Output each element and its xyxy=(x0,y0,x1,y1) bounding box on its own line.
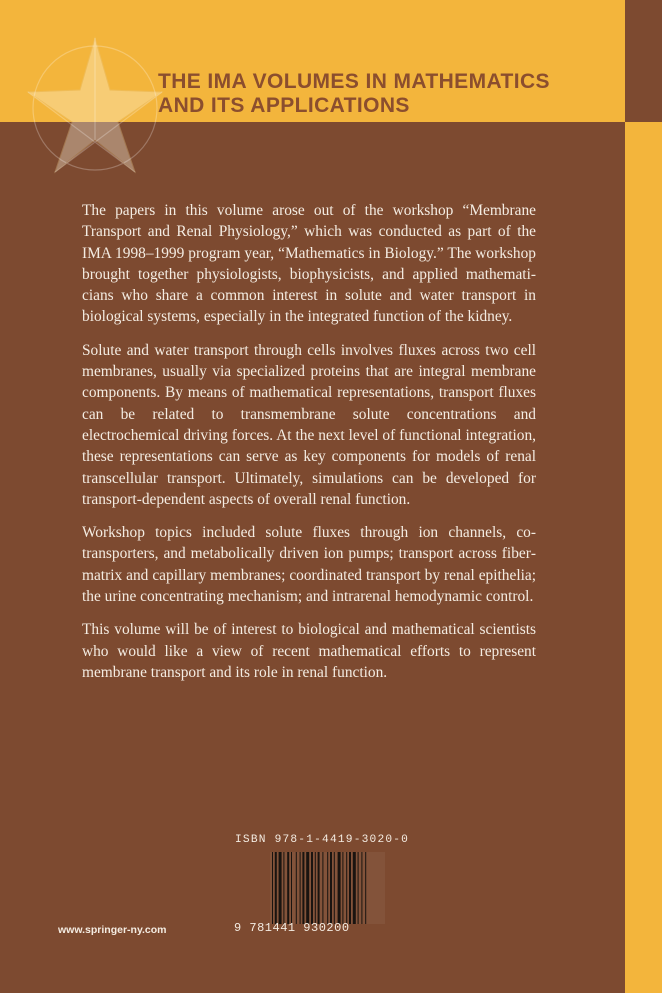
blurb-paragraph: The papers in this volume arose out of the workshop “Membrane Transport and Renal Physiology,” which was conducted as part of the IMA 1998–1999 program year, “Mathematics in Biology.” The workshop brought together physiologists, biophysicists, and applied mathematicians who share a common interest in solute and water transport in biological systems, especially in the integrated function of the kidney. xyxy=(82,202,536,326)
series-title-line-2: AND ITS APPLICATIONS xyxy=(158,94,410,117)
blurb-paragraph: Solute and water transport through cells involves fluxes across two cell membranes, usually via specialized proteins that are integral membrane components. By means of mathematical representations, transport fluxes can be related to transmembrane solute concentrations and electrochemical driving forces. At the next level of functional integration, these representations can serve as key components for models of renal transcellular transport. Ultimately, simulations can be developed for transport-dependent aspects of overall renal function. xyxy=(82,341,536,508)
series-title xyxy=(158,70,618,118)
series-title-line-1: THE IMA VOLUMES IN MATHEMATICS xyxy=(158,70,550,93)
corner-block xyxy=(625,0,662,122)
ima-star-emblem-icon xyxy=(20,30,170,180)
right-accent-strip xyxy=(625,0,662,993)
blurb-paragraph: Workshop topics included solute fluxes through ion channels, cotransporters, and metabolically driven ion pumps; transport across fibermatrix and capillary membranes; coordinated transport by renal epithelia; the urine concentrating mechanism; and intrarenal hemodynamic control. xyxy=(82,524,536,606)
barcode xyxy=(270,852,385,924)
publisher-website: www.springer-ny.com xyxy=(58,924,167,936)
isbn-label: ISBN 978-1-4419-3020-0 xyxy=(235,834,410,846)
blurb-paragraph: This volume will be of interest to biological and mathematical scientists who would like a view of recent mathematical efforts to represent membrane transport and its role in renal function. xyxy=(82,621,536,681)
barcode-digits: 9 781441 930200 xyxy=(234,921,350,935)
back-cover-blurb xyxy=(82,200,536,695)
